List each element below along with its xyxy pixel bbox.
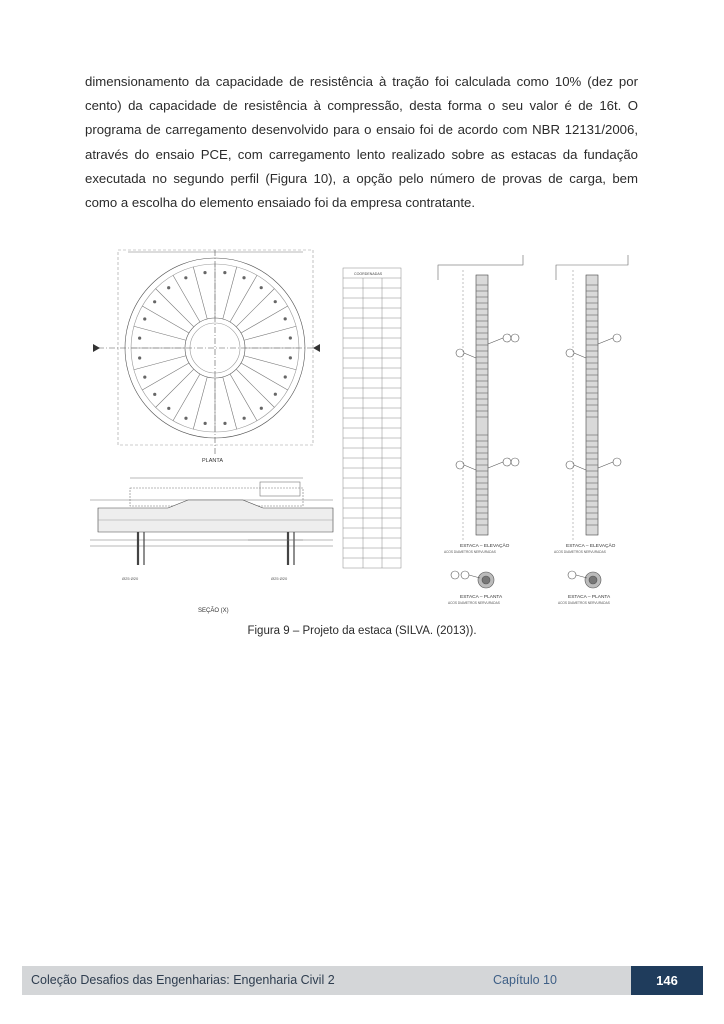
body-line: dimensionamento da capacidade de resistência à tração foi calculada como 10% (dez por: [85, 74, 638, 89]
table-header: COORDENADAS: [354, 272, 383, 276]
svg-text:ACOS DIAMETROS NERVURADAS: ACOS DIAMETROS NERVURADAS: [448, 601, 500, 605]
body-line: cento) da capacidade de resistência à compressão, desta forma o seu valor é de 16t. O: [85, 98, 638, 114]
chapter-label: Capítulo 10: [493, 973, 557, 987]
section-label: SEÇÃO (X): [198, 608, 229, 614]
pile-plan-2: [568, 571, 601, 588]
svg-text:ACOS DIAMETROS NERVURADAS: ACOS DIAMETROS NERVURADAS: [444, 550, 496, 554]
plan-label: PLANTA: [202, 458, 223, 464]
svg-text:Ø25 Ø20: Ø25 Ø20: [122, 576, 139, 581]
body-line: executada no segundo perfil (Figura 10), a opção pelo número de provas de carga, bem: [85, 170, 638, 186]
elevation-label-2: ESTACA – ELEVAÇÃO: [566, 544, 616, 549]
coordinates-table: [343, 268, 401, 568]
section-view: [90, 478, 333, 565]
pile-plan-1: [451, 571, 494, 588]
elevation-1: [438, 255, 523, 540]
pile-plan-label-1: ESTACA – PLANTA: [460, 595, 503, 600]
body-line: através do ensaio PCE, com carregamento lento realizado sobre as estacas da fundação: [85, 146, 638, 162]
figure-9-pile-drawing: [88, 240, 636, 620]
pile-plan-label-2: ESTACA – PLANTA: [568, 595, 611, 600]
figure-caption: Figura 9 – Projeto da estaca (SILVA. (2013)).: [247, 625, 477, 637]
technical-drawing: [88, 240, 636, 620]
elevation-label-1: ESTACA – ELEVAÇÃO: [460, 544, 510, 549]
body-paragraph: [85, 70, 638, 215]
page-footer: [22, 966, 703, 995]
series-title: Coleção Desafios das Engenharias: Engenharia Civil 2: [31, 973, 335, 987]
body-line: programa de carregamento desenvolvido para o ensaio foi de acordo com NBR 12131/2006,: [85, 122, 638, 138]
svg-text:Ø25 Ø20: Ø25 Ø20: [271, 576, 288, 581]
body-line: como a escolha do elemento ensaiado foi da empresa contratante.: [85, 195, 476, 211]
elevation-2: [556, 255, 628, 540]
plan-view: [93, 250, 320, 455]
svg-text:ACOS DIAMETROS NERVURADAS: ACOS DIAMETROS NERVURADAS: [558, 601, 610, 605]
svg-text:ACOS DIAMETROS NERVURADAS: ACOS DIAMETROS NERVURADAS: [554, 550, 606, 554]
page-number: 146: [631, 966, 703, 995]
